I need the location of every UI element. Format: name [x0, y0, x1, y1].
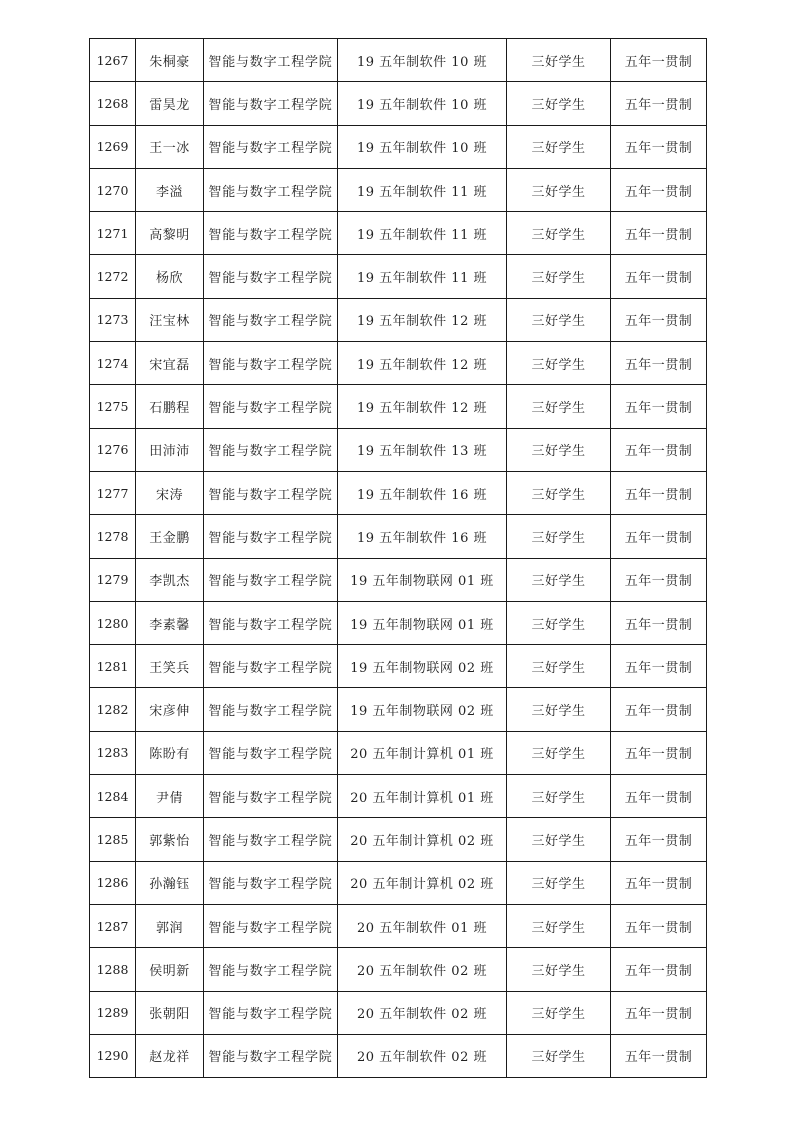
- table-row: [90, 688, 707, 731]
- program-cell: 五年一贯制: [611, 1034, 707, 1077]
- class-cell: 19 五年制物联网 02 班: [338, 688, 507, 731]
- student-number-cell: 1276: [90, 428, 136, 471]
- award-cell: 三好学生: [507, 298, 611, 341]
- table-row: [90, 125, 707, 168]
- college-cell: 智能与数字工程学院: [204, 558, 338, 601]
- student-number-cell: 1282: [90, 688, 136, 731]
- student-number-cell: 1289: [90, 991, 136, 1034]
- college-cell: 智能与数字工程学院: [204, 39, 338, 82]
- class-cell: 19 五年制物联网 02 班: [338, 645, 507, 688]
- table-row: [90, 645, 707, 688]
- program-cell: 五年一贯制: [611, 861, 707, 904]
- student-name-cell: 李凯杰: [136, 558, 204, 601]
- class-cell: 19 五年制软件 16 班: [338, 515, 507, 558]
- award-cell: 三好学生: [507, 861, 611, 904]
- student-number-cell: 1284: [90, 775, 136, 818]
- program-cell: 五年一贯制: [611, 255, 707, 298]
- student-name-cell: 李素馨: [136, 601, 204, 644]
- award-cell: 三好学生: [507, 1034, 611, 1077]
- college-cell: 智能与数字工程学院: [204, 991, 338, 1034]
- award-cell: 三好学生: [507, 818, 611, 861]
- class-cell: 20 五年制软件 02 班: [338, 991, 507, 1034]
- program-cell: 五年一贯制: [611, 991, 707, 1034]
- student-name-cell: 雷昊龙: [136, 82, 204, 125]
- college-cell: 智能与数字工程学院: [204, 471, 338, 514]
- table-row: [90, 428, 707, 471]
- college-cell: 智能与数字工程学院: [204, 385, 338, 428]
- program-cell: 五年一贯制: [611, 39, 707, 82]
- student-number-cell: 1279: [90, 558, 136, 601]
- table-row: [90, 212, 707, 255]
- table-row: [90, 861, 707, 904]
- class-cell: 19 五年制软件 12 班: [338, 342, 507, 385]
- college-cell: 智能与数字工程学院: [204, 904, 338, 947]
- college-cell: 智能与数字工程学院: [204, 298, 338, 341]
- student-number-cell: 1288: [90, 948, 136, 991]
- student-number-cell: 1286: [90, 861, 136, 904]
- table-row: [90, 39, 707, 82]
- student-number-cell: 1267: [90, 39, 136, 82]
- program-cell: 五年一贯制: [611, 601, 707, 644]
- student-number-cell: 1287: [90, 904, 136, 947]
- class-cell: 20 五年制软件 01 班: [338, 904, 507, 947]
- table-row: [90, 948, 707, 991]
- college-cell: 智能与数字工程学院: [204, 818, 338, 861]
- student-name-cell: 王一冰: [136, 125, 204, 168]
- student-name-cell: 宋宜磊: [136, 342, 204, 385]
- class-cell: 19 五年制软件 10 班: [338, 125, 507, 168]
- award-cell: 三好学生: [507, 645, 611, 688]
- college-cell: 智能与数字工程学院: [204, 861, 338, 904]
- award-cell: 三好学生: [507, 601, 611, 644]
- class-cell: 19 五年制软件 12 班: [338, 385, 507, 428]
- college-cell: 智能与数字工程学院: [204, 1034, 338, 1077]
- award-cell: 三好学生: [507, 255, 611, 298]
- class-cell: 19 五年制软件 12 班: [338, 298, 507, 341]
- college-cell: 智能与数字工程学院: [204, 82, 338, 125]
- student-name-cell: 侯明新: [136, 948, 204, 991]
- program-cell: 五年一贯制: [611, 688, 707, 731]
- student-name-cell: 王笑兵: [136, 645, 204, 688]
- class-cell: 19 五年制软件 10 班: [338, 82, 507, 125]
- student-name-cell: 石鹏程: [136, 385, 204, 428]
- award-cell: 三好学生: [507, 515, 611, 558]
- program-cell: 五年一贯制: [611, 428, 707, 471]
- class-cell: 19 五年制物联网 01 班: [338, 601, 507, 644]
- table-row: [90, 775, 707, 818]
- student-name-cell: 陈盼有: [136, 731, 204, 774]
- table-row: [90, 515, 707, 558]
- student-number-cell: 1278: [90, 515, 136, 558]
- award-cell: 三好学生: [507, 904, 611, 947]
- class-cell: 19 五年制软件 13 班: [338, 428, 507, 471]
- student-number-cell: 1275: [90, 385, 136, 428]
- award-cell: 三好学生: [507, 558, 611, 601]
- award-cell: 三好学生: [507, 688, 611, 731]
- table-row: [90, 471, 707, 514]
- student-name-cell: 高黎明: [136, 212, 204, 255]
- student-number-cell: 1273: [90, 298, 136, 341]
- class-cell: 20 五年制软件 02 班: [338, 948, 507, 991]
- student-name-cell: 朱桐豪: [136, 39, 204, 82]
- program-cell: 五年一贯制: [611, 515, 707, 558]
- college-cell: 智能与数字工程学院: [204, 168, 338, 211]
- student-number-cell: 1271: [90, 212, 136, 255]
- student-name-cell: 宋涛: [136, 471, 204, 514]
- college-cell: 智能与数字工程学院: [204, 688, 338, 731]
- award-cell: 三好学生: [507, 775, 611, 818]
- college-cell: 智能与数字工程学院: [204, 601, 338, 644]
- student-name-cell: 赵龙祥: [136, 1034, 204, 1077]
- student-name-cell: 李溢: [136, 168, 204, 211]
- table-row: [90, 991, 707, 1034]
- class-cell: 20 五年制计算机 01 班: [338, 775, 507, 818]
- program-cell: 五年一贯制: [611, 471, 707, 514]
- program-cell: 五年一贯制: [611, 818, 707, 861]
- program-cell: 五年一贯制: [611, 558, 707, 601]
- table-row: [90, 342, 707, 385]
- table-row: [90, 82, 707, 125]
- student-number-cell: 1270: [90, 168, 136, 211]
- student-name-cell: 杨欣: [136, 255, 204, 298]
- student-number-cell: 1285: [90, 818, 136, 861]
- program-cell: 五年一贯制: [611, 168, 707, 211]
- student-name-cell: 汪宝林: [136, 298, 204, 341]
- class-cell: 19 五年制软件 10 班: [338, 39, 507, 82]
- table-row: [90, 558, 707, 601]
- student-name-cell: 郭润: [136, 904, 204, 947]
- table-row: [90, 168, 707, 211]
- class-cell: 19 五年制软件 11 班: [338, 212, 507, 255]
- award-cell: 三好学生: [507, 948, 611, 991]
- award-cell: 三好学生: [507, 428, 611, 471]
- award-roster-body: [90, 39, 707, 1078]
- award-cell: 三好学生: [507, 168, 611, 211]
- program-cell: 五年一贯制: [611, 904, 707, 947]
- award-cell: 三好学生: [507, 991, 611, 1034]
- student-number-cell: 1269: [90, 125, 136, 168]
- table-row: [90, 818, 707, 861]
- award-roster-table: [89, 38, 707, 1078]
- award-cell: 三好学生: [507, 342, 611, 385]
- college-cell: 智能与数字工程学院: [204, 428, 338, 471]
- college-cell: 智能与数字工程学院: [204, 125, 338, 168]
- college-cell: 智能与数字工程学院: [204, 948, 338, 991]
- table-row: [90, 385, 707, 428]
- table-row: [90, 904, 707, 947]
- college-cell: 智能与数字工程学院: [204, 515, 338, 558]
- program-cell: 五年一贯制: [611, 948, 707, 991]
- class-cell: 20 五年制软件 02 班: [338, 1034, 507, 1077]
- class-cell: 20 五年制计算机 01 班: [338, 731, 507, 774]
- program-cell: 五年一贯制: [611, 775, 707, 818]
- student-name-cell: 田沛沛: [136, 428, 204, 471]
- student-number-cell: 1283: [90, 731, 136, 774]
- award-cell: 三好学生: [507, 82, 611, 125]
- award-cell: 三好学生: [507, 731, 611, 774]
- student-number-cell: 1272: [90, 255, 136, 298]
- student-name-cell: 王金鹏: [136, 515, 204, 558]
- class-cell: 19 五年制软件 11 班: [338, 255, 507, 298]
- program-cell: 五年一贯制: [611, 731, 707, 774]
- student-name-cell: 宋彦伸: [136, 688, 204, 731]
- student-name-cell: 郭紫怡: [136, 818, 204, 861]
- program-cell: 五年一贯制: [611, 385, 707, 428]
- college-cell: 智能与数字工程学院: [204, 645, 338, 688]
- class-cell: 20 五年制计算机 02 班: [338, 861, 507, 904]
- program-cell: 五年一贯制: [611, 212, 707, 255]
- class-cell: 20 五年制计算机 02 班: [338, 818, 507, 861]
- student-number-cell: 1280: [90, 601, 136, 644]
- program-cell: 五年一贯制: [611, 645, 707, 688]
- college-cell: 智能与数字工程学院: [204, 255, 338, 298]
- student-number-cell: 1290: [90, 1034, 136, 1077]
- award-cell: 三好学生: [507, 471, 611, 514]
- student-number-cell: 1268: [90, 82, 136, 125]
- program-cell: 五年一贯制: [611, 298, 707, 341]
- table-row: [90, 1034, 707, 1077]
- class-cell: 19 五年制软件 16 班: [338, 471, 507, 514]
- table-row: [90, 255, 707, 298]
- student-name-cell: 张朝阳: [136, 991, 204, 1034]
- table-row: [90, 298, 707, 341]
- table-row: [90, 731, 707, 774]
- college-cell: 智能与数字工程学院: [204, 731, 338, 774]
- student-name-cell: 尹倩: [136, 775, 204, 818]
- student-number-cell: 1274: [90, 342, 136, 385]
- program-cell: 五年一贯制: [611, 342, 707, 385]
- program-cell: 五年一贯制: [611, 82, 707, 125]
- college-cell: 智能与数字工程学院: [204, 775, 338, 818]
- award-cell: 三好学生: [507, 125, 611, 168]
- award-cell: 三好学生: [507, 39, 611, 82]
- college-cell: 智能与数字工程学院: [204, 342, 338, 385]
- award-cell: 三好学生: [507, 212, 611, 255]
- college-cell: 智能与数字工程学院: [204, 212, 338, 255]
- award-cell: 三好学生: [507, 385, 611, 428]
- table-row: [90, 601, 707, 644]
- program-cell: 五年一贯制: [611, 125, 707, 168]
- student-number-cell: 1281: [90, 645, 136, 688]
- student-number-cell: 1277: [90, 471, 136, 514]
- class-cell: 19 五年制物联网 01 班: [338, 558, 507, 601]
- student-name-cell: 孙瀚钰: [136, 861, 204, 904]
- class-cell: 19 五年制软件 11 班: [338, 168, 507, 211]
